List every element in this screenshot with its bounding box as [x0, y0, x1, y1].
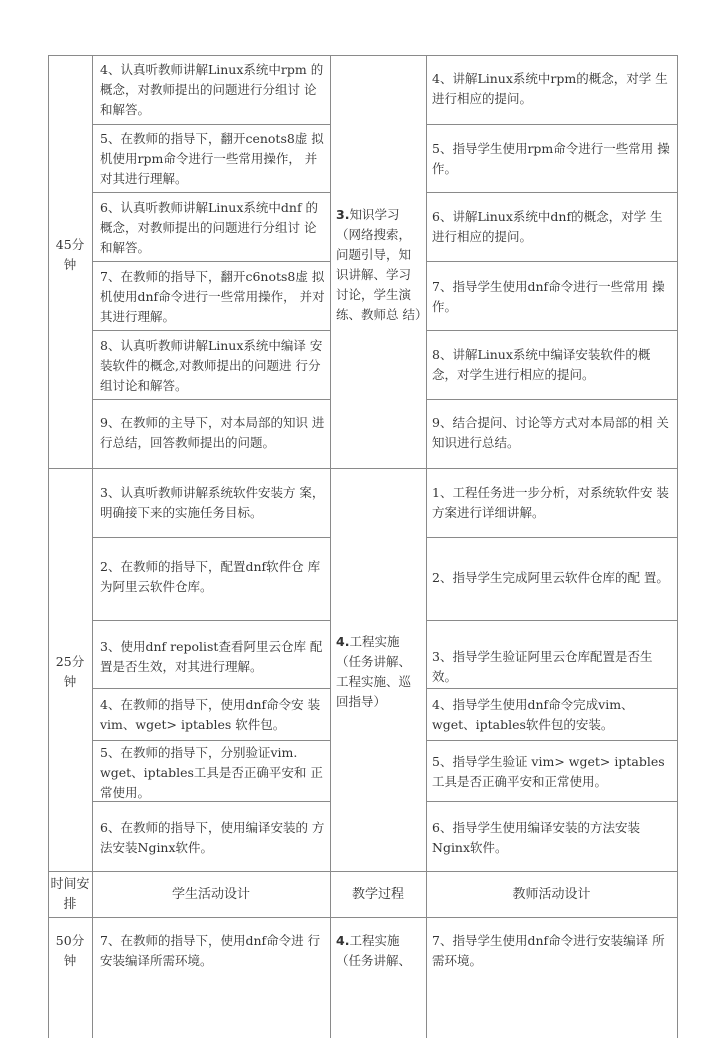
- teacher-activity-s2-1: [432, 483, 674, 523]
- teacher-activity-8: [432, 345, 674, 385]
- student-text: 4、认真听教师讲解Linux系统中rpm 的概念，对教师提出的问题进行分组讨 论和解答。: [100, 62, 324, 117]
- teacher-text: 5、指导学生使用rpm命令进行一些常用 操作。: [432, 141, 670, 176]
- student-text: 9、在教师的主导下，对本局部的知识 进行总结，回答教师提出的问题。: [100, 415, 325, 450]
- student-activity-s2-3: [100, 637, 326, 677]
- process-number: 3.: [336, 207, 350, 222]
- teacher-activity-7: [432, 277, 674, 317]
- process-detail: （任务讲解、: [336, 953, 412, 968]
- teacher-text: 1、工程任务进一步分析，对系统软件安 装方案进行详细讲解。: [432, 485, 669, 520]
- process-title: 工程实施: [349, 933, 400, 948]
- student-text: 7、在教师的指导下，翻开c6nots8虚 拟机使用dnf命令进行一些常用操作， 并对其进行理解。: [100, 269, 325, 324]
- header-student-activity: [92, 885, 330, 905]
- student-text: 6、认真听教师讲解Linux系统中dnf 的概念，对教师提出的问题进行分组讨 论和解答。: [100, 200, 319, 255]
- student-activity-s3-7: [100, 931, 326, 971]
- teacher-text: 6、讲解Linux系统中dnf的概念，对学 生进行相应的提问。: [432, 209, 663, 244]
- process-number: 4.: [336, 634, 350, 649]
- teacher-text: 8、讲解Linux系统中编译安装软件的概 念，对学生进行相应的提问。: [432, 347, 651, 382]
- teacher-text: 3、指导学生验证阿里云仓库配置是否生 效。: [432, 649, 653, 684]
- time-cell-45: [50, 235, 90, 275]
- teacher-text: 7、指导学生使用dnf命令进行一些常用 操作。: [432, 279, 665, 314]
- student-text: 8、认真听教师讲解Linux系统中编译 安装软件的概念,对教师提出的问题进 行分组讨论和解答。: [100, 338, 323, 393]
- header-teacher-activity: [426, 885, 677, 905]
- teacher-activity-5: [432, 139, 674, 179]
- student-text: 2、在教师的指导下，配置dnf软件仓 库为阿里云软件仓库。: [100, 559, 321, 594]
- process-detail: （网络搜索，问题引导，知识讲解、学习讨论，学生演练、教师总 结）: [336, 227, 428, 322]
- student-text: 5、在教师的指导下，分别验证vim. wget、iptables工具是否正确平安和 正常使用。: [100, 745, 323, 800]
- student-text: 6、在教师的指导下，使用编译安装的 方法安装Nginx软件。: [100, 820, 325, 855]
- student-text: 3、使用dnf repolist查看阿里云仓库 配置是否生效，对其进行理解。: [100, 639, 323, 674]
- teacher-activity-4: [432, 69, 674, 109]
- header-text: 教师活动设计: [512, 887, 591, 902]
- teacher-activity-s2-6: [432, 818, 674, 858]
- student-activity-5: [100, 129, 326, 189]
- time-label: 25分钟: [55, 654, 85, 689]
- student-text: 4、在教师的指导下，使用dnf命令安 装vim、wget> iptables 软件包。: [100, 697, 321, 732]
- teacher-text: 6、指导学生使用编译安装的方法安装 Nginx软件。: [432, 820, 640, 855]
- header-text: 时间安排: [50, 877, 90, 912]
- teacher-activity-6: [432, 207, 674, 247]
- time-label: 50分钟: [55, 933, 85, 968]
- student-activity-s2-1: [100, 483, 326, 523]
- process-title: 工程实施: [349, 634, 400, 649]
- student-text: 7、在教师的指导下，使用dnf命令进 行安装编译所需环境。: [100, 933, 321, 968]
- teacher-activity-s2-4: [432, 695, 674, 735]
- process-cell-knowledge: [336, 205, 428, 325]
- student-text: 5、在教师的指导下，翻开cenots8虚 拟机使用rpm命令进行一些常用操作， 并对其进行理解。: [100, 131, 324, 186]
- teacher-text: 4、讲解Linux系统中rpm的概念，对学 生进行相应的提问。: [432, 71, 668, 106]
- student-activity-8: [100, 336, 326, 396]
- student-activity-4: [100, 60, 326, 120]
- teacher-activity-s2-3: [432, 647, 674, 687]
- process-cell-implementation: [336, 632, 422, 712]
- process-detail: （任务讲解、工程实施、巡回指导）: [336, 654, 412, 709]
- teacher-activity-9: [432, 413, 674, 453]
- student-activity-6: [100, 198, 326, 258]
- teacher-text: 5、指导学生验证 vim> wget> iptables 工具是否正确平安和正常使用。: [432, 754, 665, 789]
- teacher-text: 9、结合提问、讨论等方式对本局部的相 关知识进行总结。: [432, 415, 669, 450]
- header-time: [50, 875, 90, 915]
- time-cell-25: [50, 652, 90, 692]
- teacher-text: 7、指导学生使用dnf命令进行安装编译 所需环境。: [432, 933, 665, 968]
- process-cell-implementation-2: [336, 931, 422, 971]
- teacher-activity-s2-5: [432, 752, 674, 792]
- student-text: 3、认真听教师讲解系统软件安装方 案，明确接下来的实施任务目标。: [100, 485, 325, 520]
- header-teaching-process: [330, 885, 426, 905]
- student-activity-7: [100, 267, 326, 327]
- teacher-activity-s2-2: [432, 568, 674, 588]
- student-activity-s2-6: [100, 818, 326, 858]
- header-text: 教学过程: [351, 887, 404, 902]
- student-activity-9: [100, 413, 326, 453]
- teacher-activity-s3-7: [432, 931, 674, 971]
- student-activity-s2-5: [100, 743, 326, 803]
- process-number: 4.: [336, 933, 350, 948]
- student-activity-s2-2: [100, 557, 326, 597]
- teacher-text: 2、指导学生完成阿里云软件仓库的配 置。: [432, 570, 669, 585]
- student-activity-s2-4: [100, 695, 326, 735]
- time-cell-50: [50, 931, 90, 971]
- time-label: 45分钟: [55, 237, 85, 272]
- teacher-text: 4、指导学生使用dnf命令完成vim、wget、iptables软件包的安装。: [432, 697, 634, 732]
- process-title: 知识学习: [349, 207, 400, 222]
- header-text: 学生活动设计: [171, 887, 250, 902]
